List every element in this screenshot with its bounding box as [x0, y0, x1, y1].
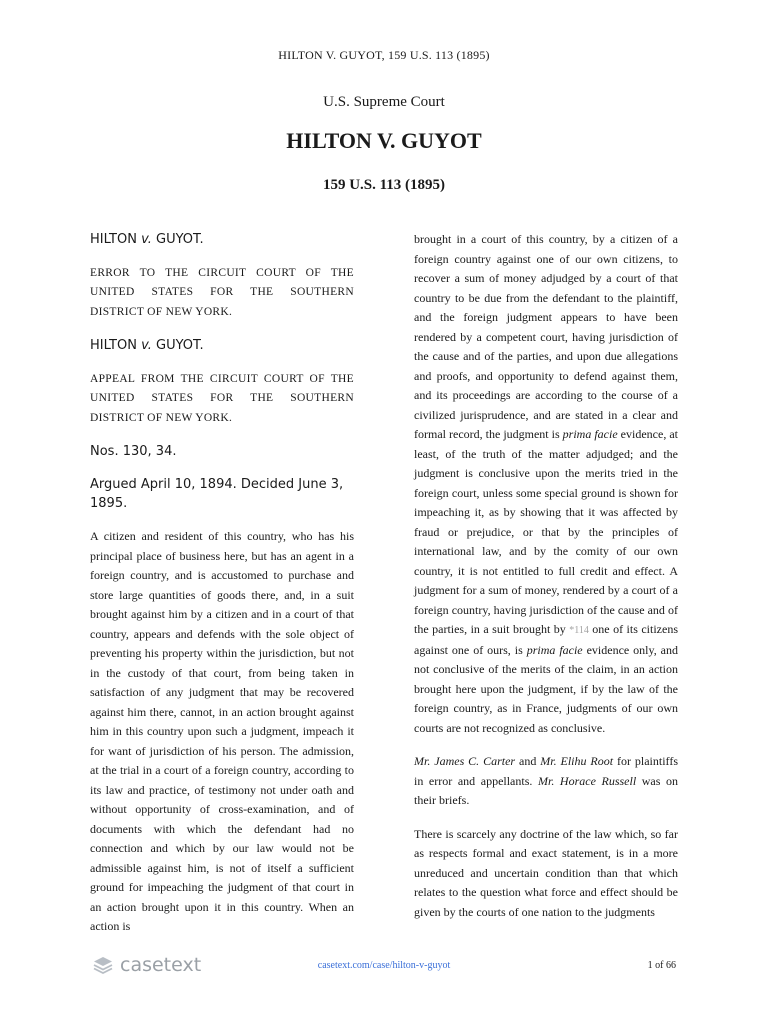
syllabus-continued: brought in a court of this country, by a citizen of a foreign country against one of our own citizens, to recover a sum of money adjudged by a court of that country to be due from the defendant to the plaintiff, and the foreign judgment appears to have been rendered by a competent court, having jurisdiction of the cause and of the parties, and upon due allegations and proofs, and opportunity to defend against them, and its proceedings are according to the course of a civilized jurisprudence, and are stated in a clear and formal record, the judgment is prima facie evidence, at least, of the truth of the matter adjudged; and the judgment is conclusive upon the merits tried in the foreign court, unless some special ground is shown for impeaching it, as by showing that it was affected by fraud or prejudice, or that by the principles of international law, and by the comity of our own country, it is not entitled to full credit and effect. A judgment for a sum of money, rendered by a court of a foreign country, having jurisdiction of the cause and of the parties, in a suit brought by *114 one of its citizens against one of ours, is prima facie evidence only, and not conclusive of the merits of the claim, in an action brought here upon the judgment, if by the law of the foreign country, as in France, judgments of our own courts are not recognized as conclusive. — [414, 232, 678, 735]
case-citation: 159 U.S. 113 (1895) — [322, 177, 446, 193]
appeal-from-court: APPEAL FROM THE CIRCUIT COURT OF THE UNITED STATES FOR THE SOUTHERN DISTRICT OF NEW YORK. — [90, 372, 354, 424]
case-title: HILTON V. GUYOT — [286, 128, 482, 153]
docket-numbers: Nos. 130, 34. — [90, 444, 177, 459]
syllabus-paragraph: A citizen and resident of this country, who has his principal place of business here, but has an agent in a foreign country, and is accustomed to purchase and store large quantities of goods there, and, in a suit brought against him by a citizen and in a court of that country, appears and defends with the sole object of preventing his property within the jurisdiction, but not in the custody of that court, from being taken in satisfaction of any judgment that may be recovered against him there, cannot, in an action brought against him in this country upon such a judgment, impeach it for want of jurisdiction of his person. The admission, at the trial in a court of a foreign country, according to its law and practice, of testimony not under oath and without opportunity of cross-examination, and of documents with which the defendant had no connection and which by our law would not be admissible against him, is not of itself a sufficient ground for impeaching the judgment of that court in an action brought upon it in this country. When an action is — [90, 529, 354, 933]
error-to-court: ERROR TO THE CIRCUIT COURT OF THE UNITED STATES FOR THE SOUTHERN DISTRICT OF NEW YORK. — [90, 266, 354, 318]
opinion-paragraph: There is scarcely any doctrine of the law which, so far as respects formal and exact statement, is in a more unreduced and uncertain condition than that which relates to the question what force and effect should be given by the courts of one nation to the judgments — [414, 826, 678, 919]
page-number: 1 of 66 — [647, 960, 676, 971]
right-column — [414, 230, 678, 936]
case-url-link[interactable]: casetext.com/case/hilton-v-guyot — [317, 960, 451, 971]
left-column — [90, 230, 354, 951]
page-reference: *114 — [569, 625, 589, 636]
running-head: HILTON V. GUYOT, 159 U.S. 113 (1895) — [278, 48, 490, 62]
court-name: U.S. Supreme Court — [323, 94, 445, 110]
logo-wordmark: casetext — [120, 954, 202, 976]
party-heading-2: HILTON v. GUYOT. — [90, 338, 204, 353]
argued-decided-dates: Argued April 10, 1894. Decided June 3, 1895. — [90, 477, 344, 511]
party-heading-1: HILTON v. GUYOT. — [90, 232, 204, 247]
counsel-paragraph: Mr. James C. Carter and Mr. Elihu Root for plaintiffs in error and appellants. Mr. Horace Russell was on their briefs. — [414, 754, 678, 807]
